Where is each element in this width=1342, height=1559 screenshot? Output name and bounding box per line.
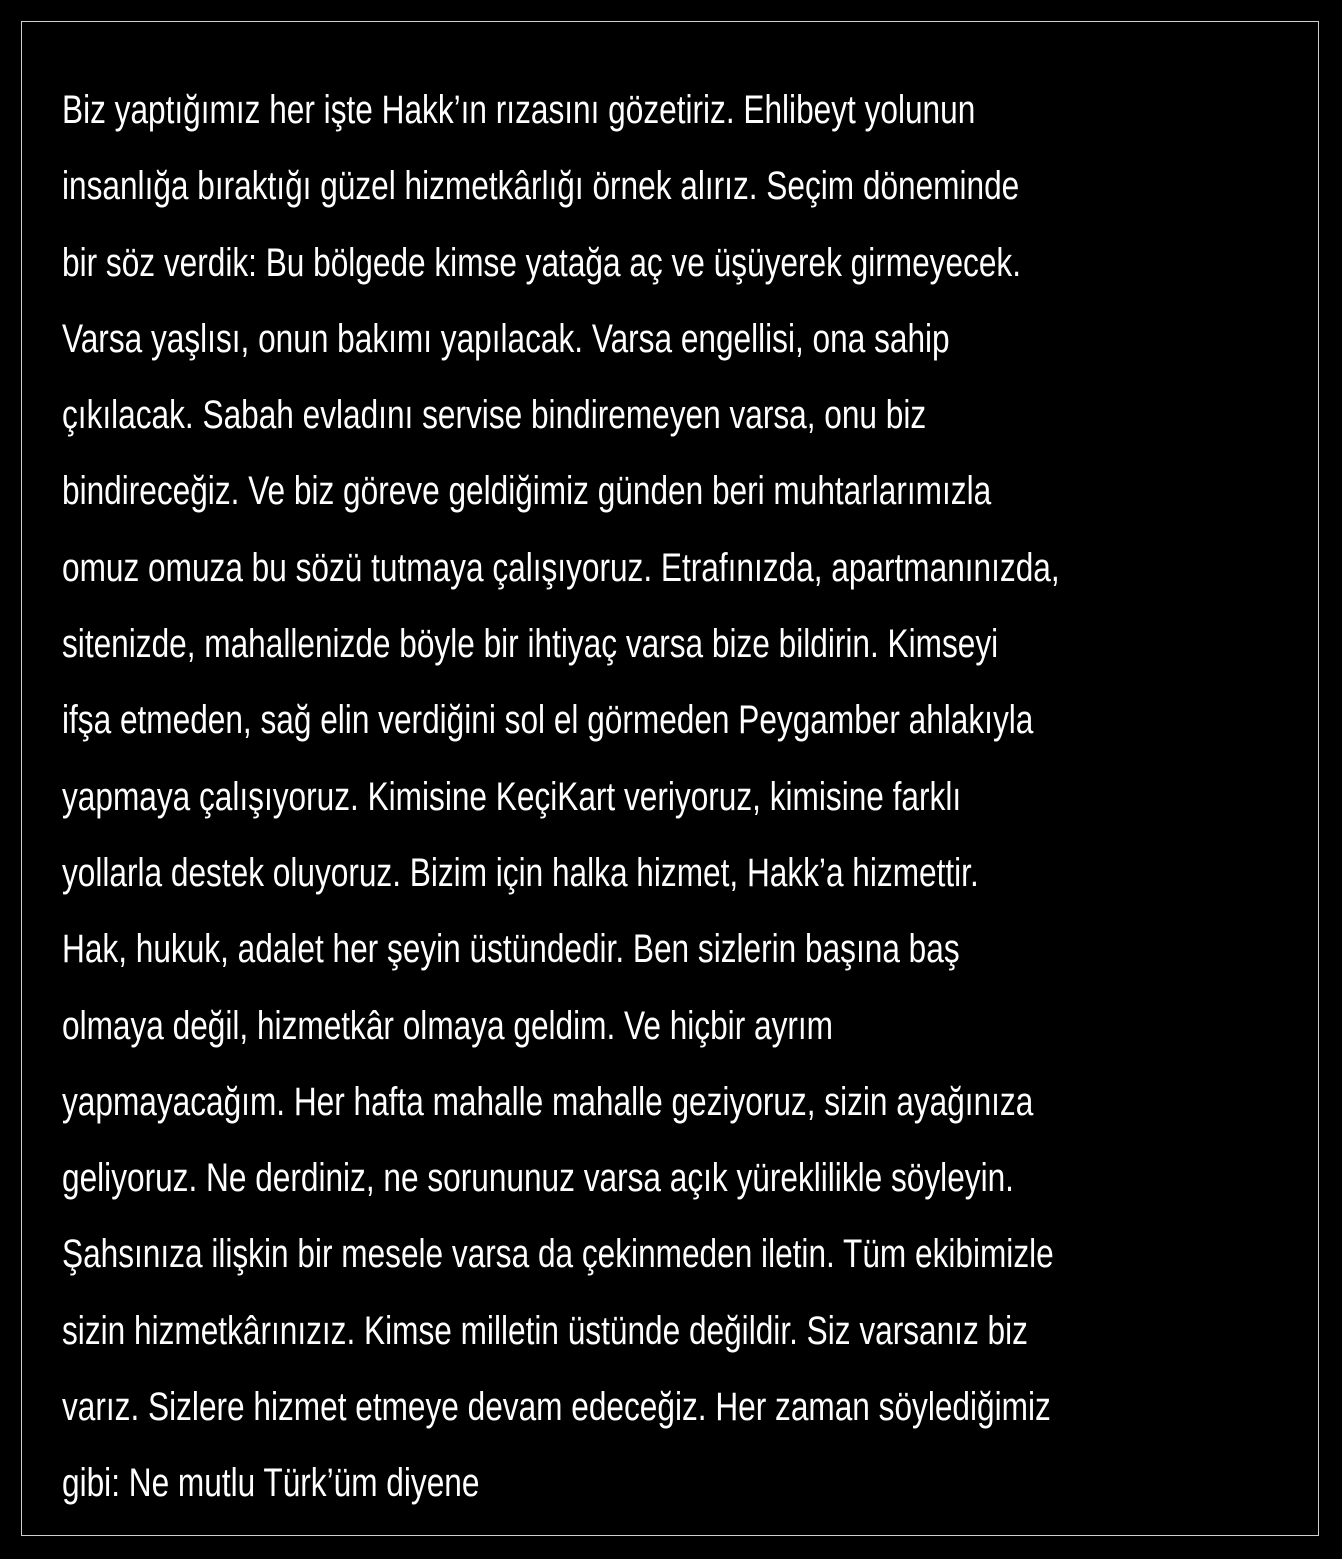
text-line-1: Biz yaptığımız her işte Hakk’ın rızasını gözetiriz. Ehlibeyt yolunun [62, 88, 976, 132]
text-line-18: varız. Sizlere hizmet etmeye devam edeceğiz. Her zaman söylediğimiz [62, 1385, 1051, 1430]
text-line-15: geliyoruz. Ne derdiniz, ne sorununuz varsa açık yüreklilikle söyleyin. [62, 1156, 1014, 1201]
text-line-16: Şahsınıza ilişkin bir mesele varsa da çekinmeden iletin. Tüm ekibimizle [62, 1232, 1054, 1277]
text-line-19: gibi: Ne mutlu Türk’üm diyene [62, 1461, 480, 1506]
text-line-4: Varsa yaşlısı, onun bakımı yapılacak. Varsa engellisi, ona sahip [62, 316, 950, 361]
text-line-10: yapmaya çalışıyoruz. Kimisine KeçiKart veriyoruz, kimisine farklı [62, 774, 962, 819]
text-line-9: ifşa etmeden, sağ elin verdiğini sol el görmeden Peygamber ahlakıyla [62, 698, 1034, 743]
text-line-13: olmaya değil, hizmetkâr olmaya geldim. Ve hiçbir ayrım [62, 1003, 833, 1048]
text-line-7: omuz omuza bu sözü tutmaya çalışıyoruz. Etrafınızda, apartmanınızda, [62, 545, 1060, 590]
text-line-3: bir söz verdik: Bu bölgede kimse yatağa aç ve üşüyerek girmeyecek. [62, 240, 1021, 285]
text-line-5: çıkılacak. Sabah evladını servise bindiremeyen varsa, onu biz [62, 393, 927, 438]
text-line-12: Hak, hukuk, adalet her şeyin üstündedir. Ben sizlerin başına baş [62, 927, 960, 972]
text-line-11: yollarla destek oluyoruz. Bizim için halka hizmet, Hakk’a hizmettir. [62, 850, 979, 895]
text-line-2: insanlığa bıraktığı güzel hizmetkârlığı örnek alırız. Seçim döneminde [62, 164, 1020, 209]
text-line-14: yapmayacağım. Her hafta mahalle mahalle geziyoruz, sizin ayağınıza [62, 1079, 1034, 1124]
text-line-17: sizin hizmetkârınızız. Kimse milletin üstünde değildir. Siz varsanız biz [62, 1308, 1028, 1353]
text-line-6: bindireceğiz. Ve biz göreve geldiğimiz günden beri muhtarlarımızla [62, 469, 992, 514]
text-line-8: sitenizde, mahallenizde böyle bir ihtiyaç varsa bize bildirin. Kimseyi [62, 622, 999, 667]
quote-text [62, 72, 1060, 1522]
